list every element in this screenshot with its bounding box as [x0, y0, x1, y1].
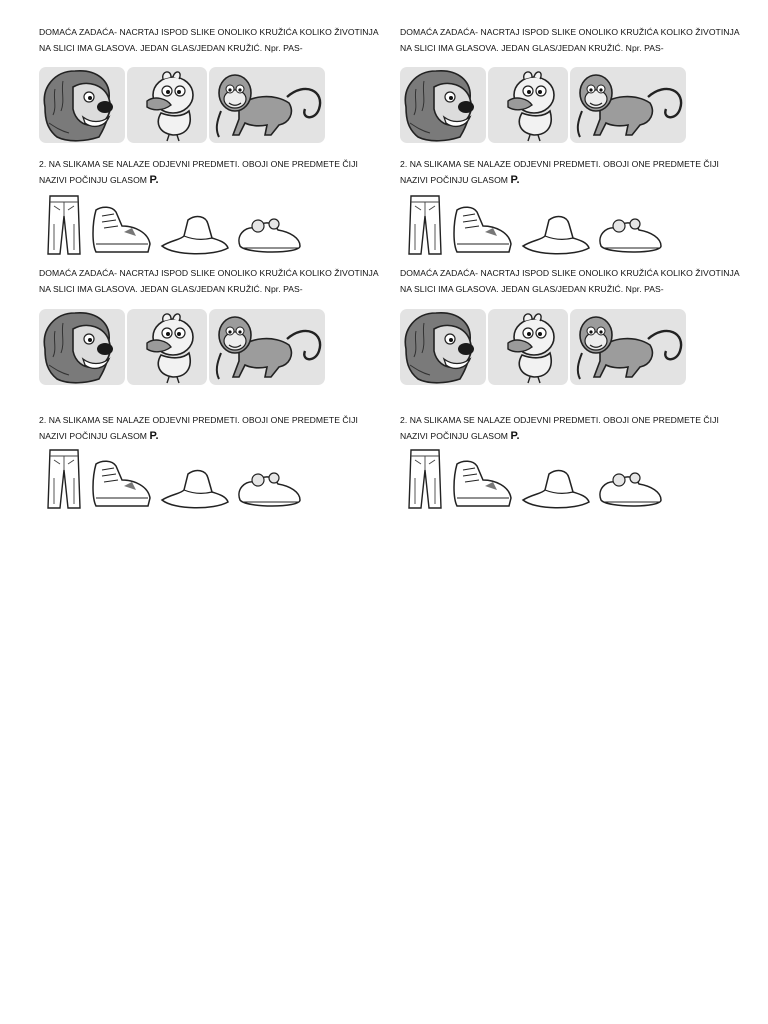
- task2-text: 2. NA SLIKAMA SE NALAZE ODJEVNI PREDMETI. OBOJI ONE PREDMETE ČIJI NAZIVI POČINJU GLASOM P.: [400, 415, 719, 442]
- animal-strip: [400, 67, 686, 143]
- slipper-icon: [595, 470, 665, 510]
- hat-icon: [519, 212, 591, 256]
- task1-text: DOMAĆA ZADAĆA- NACRTAJ ISPOD SLIKE ONOLIKO KRUŽIĆA KOLIKO ŽIVOTINJA NA SLICI IMA GLASOVA. JEDAN GLAS/JEDAN KRUŽIĆ. Npr. PAS-: [39, 27, 379, 53]
- sneaker-icon: [88, 204, 154, 256]
- clothing-strip: [44, 448, 304, 510]
- task2-block: [39, 156, 379, 188]
- hat-icon: [519, 466, 591, 510]
- worksheet-copy: [400, 24, 740, 56]
- task2-block: [39, 412, 379, 444]
- bird-icon: [127, 309, 207, 385]
- lion-icon: [400, 67, 486, 143]
- sneaker-icon: [88, 458, 154, 510]
- worksheet-copy: [39, 24, 379, 56]
- clothing-strip: [44, 194, 304, 256]
- hat-icon: [158, 212, 230, 256]
- jeans-icon: [44, 194, 84, 256]
- slipper-icon: [595, 216, 665, 256]
- bird-icon: [127, 67, 207, 143]
- animal-strip: [400, 309, 686, 385]
- task2-text: 2. NA SLIKAMA SE NALAZE ODJEVNI PREDMETI. OBOJI ONE PREDMETE ČIJI NAZIVI POČINJU GLASOM P.: [400, 159, 719, 186]
- lion-icon: [39, 309, 125, 385]
- jeans-icon: [44, 448, 84, 510]
- task2-block: [400, 412, 740, 444]
- lion-icon: [400, 309, 486, 385]
- task2-text: 2. NA SLIKAMA SE NALAZE ODJEVNI PREDMETI. OBOJI ONE PREDMETE ČIJI NAZIVI POČINJU GLASOM P.: [39, 415, 358, 442]
- task1-text: DOMAĆA ZADAĆA- NACRTAJ ISPOD SLIKE ONOLIKO KRUŽIĆA KOLIKO ŽIVOTINJA NA SLICI IMA GLASOVA. JEDAN GLAS/JEDAN KRUŽIĆ. Npr. PAS-: [400, 268, 740, 294]
- jeans-icon: [405, 448, 445, 510]
- monkey-icon: [570, 309, 686, 385]
- animal-strip: [39, 309, 325, 385]
- lion-icon: [39, 67, 125, 143]
- slipper-icon: [234, 216, 304, 256]
- task1-text: DOMAĆA ZADAĆA- NACRTAJ ISPOD SLIKE ONOLIKO KRUŽIĆA KOLIKO ŽIVOTINJA NA SLICI IMA GLASOVA. JEDAN GLAS/JEDAN KRUŽIĆ. Npr. PAS-: [39, 268, 379, 294]
- slipper-icon: [234, 470, 304, 510]
- bird-icon: [488, 309, 568, 385]
- bird-icon: [488, 67, 568, 143]
- sneaker-icon: [449, 458, 515, 510]
- sneaker-icon: [449, 204, 515, 256]
- monkey-icon: [570, 67, 686, 143]
- worksheet-copy: [39, 265, 379, 297]
- worksheet-copy: [400, 265, 740, 297]
- clothing-strip: [405, 448, 665, 510]
- hat-icon: [158, 466, 230, 510]
- task2-block: [400, 156, 740, 188]
- jeans-icon: [405, 194, 445, 256]
- task1-text: DOMAĆA ZADAĆA- NACRTAJ ISPOD SLIKE ONOLIKO KRUŽIĆA KOLIKO ŽIVOTINJA NA SLICI IMA GLASOVA. JEDAN GLAS/JEDAN KRUŽIĆ. Npr. PAS-: [400, 27, 740, 53]
- monkey-icon: [209, 309, 325, 385]
- task2-text: 2. NA SLIKAMA SE NALAZE ODJEVNI PREDMETI. OBOJI ONE PREDMETE ČIJI NAZIVI POČINJU GLASOM P.: [39, 159, 358, 186]
- clothing-strip: [405, 194, 665, 256]
- monkey-icon: [209, 67, 325, 143]
- animal-strip: [39, 67, 325, 143]
